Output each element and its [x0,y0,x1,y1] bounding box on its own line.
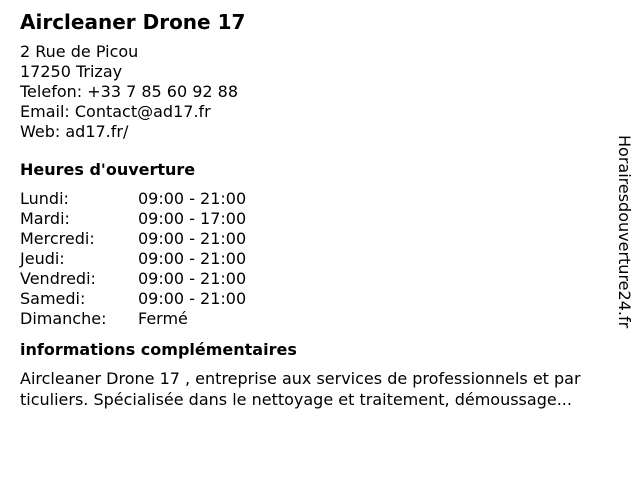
day-label: Vendredi: [20,269,96,288]
email-text: Email: Contact@ad17.fr [20,102,211,121]
hours-value: 09:00 - 17:00 [138,209,247,228]
hours-row-mercredi [20,229,620,249]
hours-row-samedi [20,289,620,309]
hours-value: Fermé [138,309,188,328]
info-text-line-1: Aircleaner Drone 17 , entreprise aux services de professionnels et par [20,369,581,388]
day-label: Dimanche: [20,309,107,328]
hours-value: 09:00 - 21:00 [138,269,247,288]
business-card [20,10,620,410]
hours-value: 09:00 - 21:00 [138,289,247,308]
hours-row-lundi [20,189,620,209]
additional-info-heading: informations complémentaires [20,340,297,359]
hours-value: 09:00 - 21:00 [138,229,247,248]
day-label: Mercredi: [20,229,95,248]
day-label: Samedi: [20,289,86,308]
info-text-line-2: ticuliers. Spécialisée dans le nettoyage et traitement, démoussage... [20,390,572,409]
opening-hours-heading: Heures d'ouverture [20,160,196,179]
contact-details [20,42,620,142]
address-street: 2 Rue de Picou [20,42,139,61]
day-label: Mardi: [20,209,70,228]
hours-row-vendredi [20,269,620,289]
phone-text: Telefon: +33 7 85 60 92 88 [20,82,239,101]
hours-row-jeudi [20,249,620,269]
day-label: Lundi: [20,189,69,208]
opening-hours-table [20,189,620,329]
hours-value: 09:00 - 21:00 [138,249,247,268]
business-name: Aircleaner Drone 17 [20,10,246,34]
brand-watermark: Horairesdouverture24.fr [615,135,634,329]
address-city: 17250 Trizay [20,62,123,81]
hours-row-dimanche [20,309,620,329]
hours-row-mardi [20,209,620,229]
hours-value: 09:00 - 21:00 [138,189,247,208]
additional-info-text [20,368,620,410]
web-text: Web: ad17.fr/ [20,122,129,141]
day-label: Jeudi: [20,249,65,268]
